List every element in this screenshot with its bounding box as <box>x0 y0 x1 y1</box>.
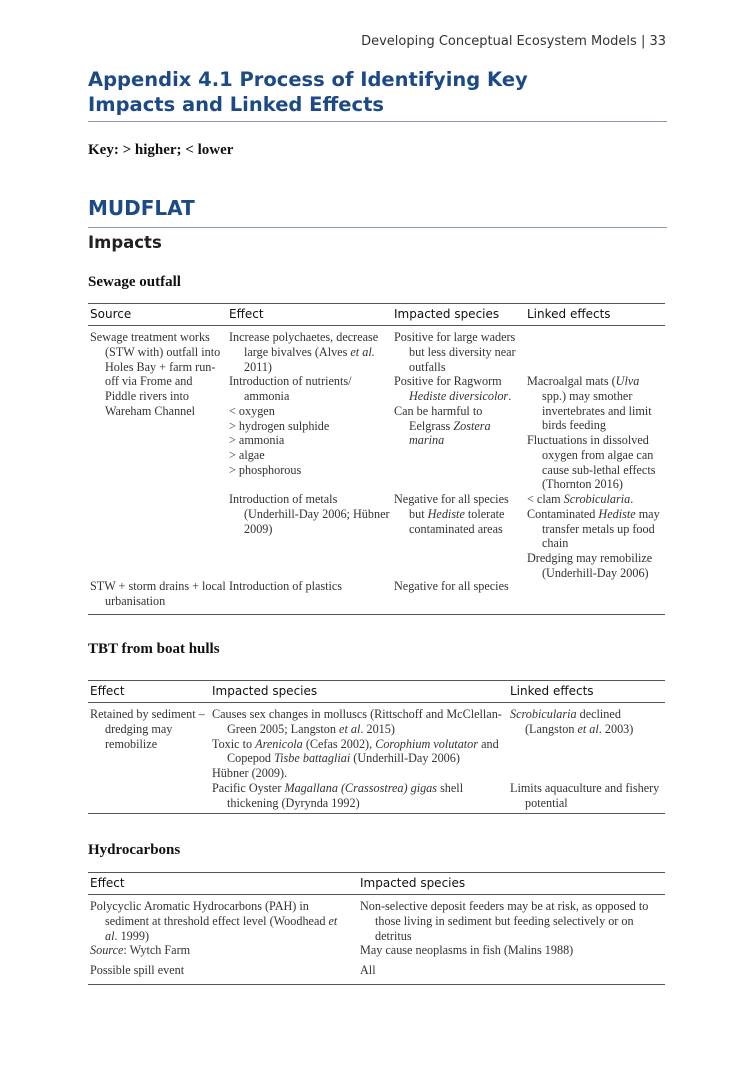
table-cell: Sewage treatment works (STW with) outfall into Holes Bay + farm run-off via Frome and Piddle rivers into Wareham Channel <box>90 330 221 418</box>
table-cell: > ammonia <box>229 433 285 448</box>
section-divider <box>88 227 667 228</box>
column-header-effect: Effect <box>229 307 264 321</box>
table-cell: Contaminated Hediste may transfer metals up food chain <box>527 506 660 551</box>
table-cell: Introduction of nutrients/ ammonia <box>229 374 352 403</box>
table-cell: Scrobicularia declined (Langston et al. 2003) <box>510 707 634 736</box>
hydro-table-heading: Hydrocarbons <box>88 842 181 858</box>
table-body <box>88 703 665 813</box>
subsection-title: Impacts <box>88 233 162 252</box>
table-cell: Limits aquaculture and fishery potential <box>510 781 660 810</box>
table-cell: > hydrogen sulphide <box>229 418 330 433</box>
column-header-source: Source <box>90 307 132 321</box>
table-cell: Possible spill event <box>90 963 185 977</box>
species-cell <box>394 492 522 536</box>
table-cell: May cause neoplasms in fish (Malins 1988) <box>360 943 574 958</box>
table-cell: Positive for Ragworm Hediste diversicolor. <box>394 374 512 403</box>
tbt-table-heading: TBT from boat hulls <box>88 641 220 657</box>
table-cell: Negative for all species but Hediste tolerate contaminated areas <box>394 492 509 536</box>
page-title <box>88 67 658 117</box>
species-cell <box>394 579 522 594</box>
column-header-linked-effects: Linked effects <box>510 684 594 698</box>
species-cell <box>394 330 522 448</box>
title-divider <box>88 121 667 122</box>
linked-effects-cell <box>510 707 660 737</box>
linked-effects-cell <box>527 374 665 581</box>
table-cell: STW + storm drains + local urbanisation <box>90 579 226 608</box>
table-cell: Can be harmful to Eelgrass Zostera marina <box>394 403 491 448</box>
table-cell: Dredging may remobilize (Underhill-Day 2006) <box>527 551 653 580</box>
title-line-2: Impacts and Linked Effects <box>88 93 384 116</box>
table-body <box>88 895 665 984</box>
table-cell: Increase polychaetes, decrease large bivalves (Alves et al. 2011) <box>229 330 379 374</box>
key-legend: Key: > higher; < lower <box>88 142 234 158</box>
table-cell: Toxic to Arenicola (Cefas 2002), Corophium volutator and Copepod Tisbe battagliai (Underhill-Day 2006) <box>212 736 499 766</box>
title-line-1: Appendix 4.1 Process of Identifying Key <box>88 68 528 91</box>
table-cell: < oxygen <box>229 403 275 418</box>
source-cell <box>90 579 226 609</box>
table-cell: All <box>360 963 376 977</box>
table-cell: Causes sex changes in molluscs (Rittschoff and McClellan-Green 2005; Langston et al. 2015) <box>212 707 502 736</box>
effect-cell <box>90 963 352 978</box>
linked-effects-cell <box>510 781 660 811</box>
table-header-row <box>88 304 665 326</box>
table-cell: < clam Scrobicularia. <box>527 492 634 506</box>
table-cell: > algae <box>229 448 265 462</box>
running-header: Developing Conceptual Ecosystem Models | 33 <box>361 34 666 49</box>
tbt-table <box>88 680 665 814</box>
column-header-effect: Effect <box>90 684 125 698</box>
effect-cell <box>229 579 391 594</box>
table-cell: Negative for all species <box>394 579 509 593</box>
table-cell: Hübner (2009). <box>212 766 288 780</box>
table-cell: Fluctuations in dissolved oxygen from algae can cause sub-lethal effects (Thornton 2016) <box>527 433 656 492</box>
table-cell: > phosphorous <box>229 462 302 477</box>
column-header-effect: Effect <box>90 876 125 890</box>
column-header-impacted-species: Impacted species <box>360 876 466 890</box>
species-cell <box>360 899 660 958</box>
table-cell: Polycyclic Aromatic Hydrocarbons (PAH) in sediment at threshold effect level (Woodhead et al. 1999) <box>90 899 338 943</box>
effect-cell <box>90 899 352 958</box>
table-cell: Introduction of metals (Underhill-Day 2006; Hübner 2009) <box>229 492 390 536</box>
table-header-row <box>88 681 665 703</box>
species-cell <box>212 707 504 810</box>
hydro-table <box>88 872 665 985</box>
section-title: MUDFLAT <box>88 196 195 220</box>
column-header-impacted-species: Impacted species <box>394 307 500 321</box>
effect-cell <box>229 330 391 537</box>
species-cell <box>360 963 660 978</box>
source-cell <box>90 330 226 419</box>
sewage-table-heading: Sewage outfall <box>88 274 181 290</box>
table-header-row <box>88 873 665 895</box>
sewage-table <box>88 303 665 615</box>
table-body <box>88 326 665 614</box>
column-header-linked-effects: Linked effects <box>527 307 611 321</box>
table-cell: Introduction of plastics <box>229 579 343 593</box>
table-cell: Retained by sediment – dredging may remobilize <box>90 707 205 751</box>
table-cell: Source: Wytch Farm <box>90 943 191 958</box>
table-cell: Non-selective deposit feeders may be at risk, as opposed to those living in sediment but feeding selectively or on detritus <box>360 899 649 943</box>
column-header-impacted-species: Impacted species <box>212 684 318 698</box>
table-cell: Macroalgal mats (Ulva spp.) may smother invertebrates and limit birds feeding <box>527 374 652 433</box>
table-cell: Positive for large waders but less diversity near outfalls <box>394 330 516 374</box>
effect-cell <box>90 707 208 751</box>
table-cell: Pacific Oyster Magallana (Crassostrea) gigas shell thickening (Dyrynda 1992) <box>212 780 464 810</box>
